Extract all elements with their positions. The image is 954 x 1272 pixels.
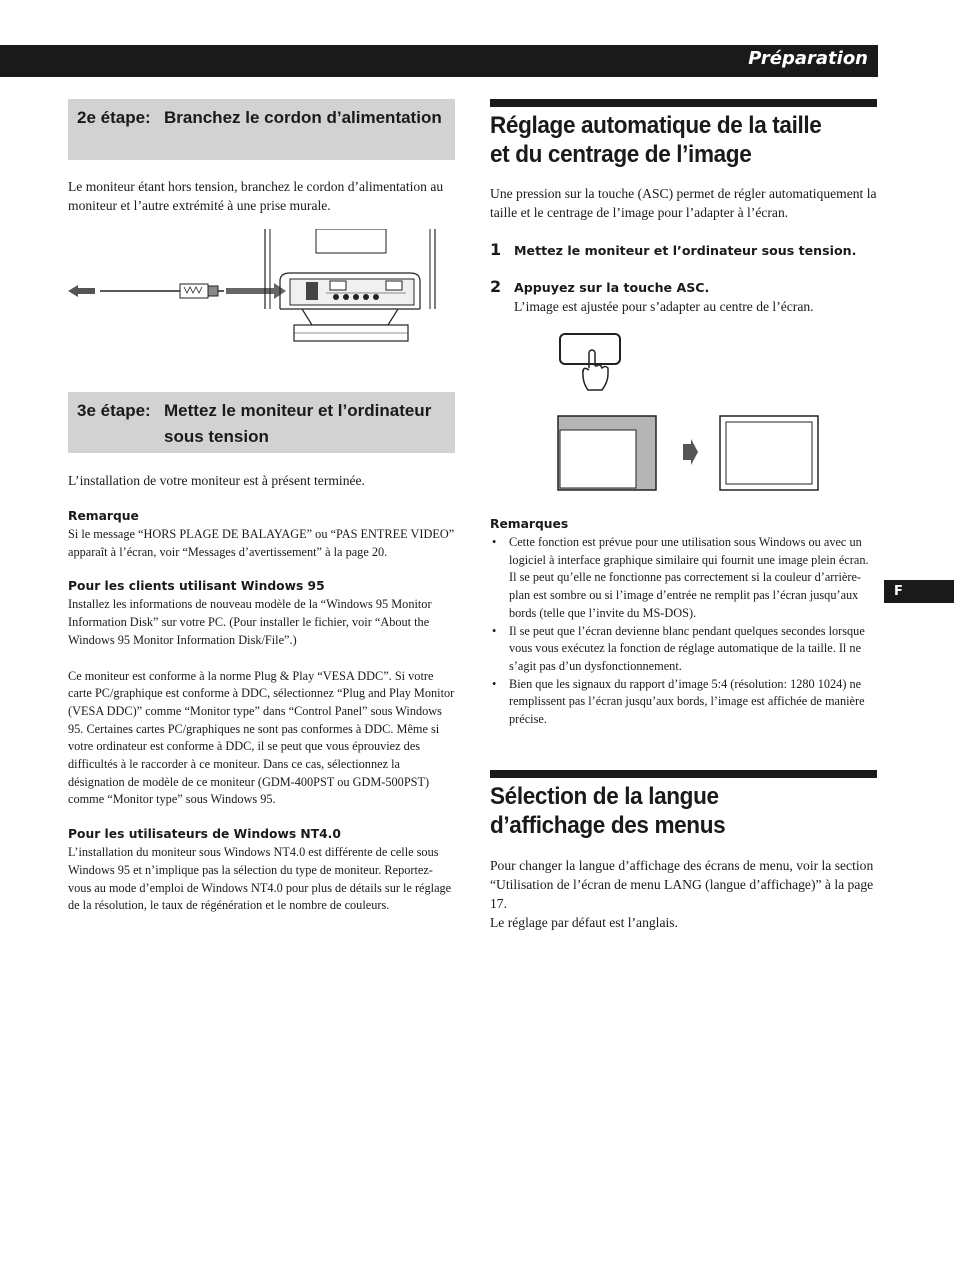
asc-section-rule xyxy=(490,99,877,107)
screen-before-icon xyxy=(558,416,656,490)
power-cord-illustration xyxy=(68,229,455,347)
asc-step-1 xyxy=(490,240,878,259)
section-title: Préparation xyxy=(748,48,868,69)
list-item: • Il se peut que l’écran devienne blanc pendant quelques secondes lorsque vous vous exécutez la fonction de réglage automatique de la taille. Il ne s’agit pas d’un dysfonctionnement. xyxy=(490,623,878,676)
nt4-text: L’installation du moniteur sous Windows NT4.0 est différente de celle sous Windows 95 et n’implique pas la sélection du type de moniteur. Reportez-vous au mode d’emploi de Windows NT4.0 pour plus de détails sur le réglage de la résolution, le taux de régénération et le nombre de couleurs. xyxy=(68,845,452,913)
win95-heading: Pour les clients utilisant Windows 95 xyxy=(68,579,325,594)
lang-text-1: Pour changer la langue d’affichage des écrans de menu, voir la section “Utilisation de l’écran de menu LANG (langue d’affichage)” à la page 17. xyxy=(490,857,874,911)
step3-text: L’installation de votre moniteur est à présent terminée. xyxy=(68,473,365,488)
arrow-right-icon xyxy=(683,439,698,465)
step-text: Appuyez sur la touche ASC. xyxy=(514,280,710,295)
lang-text-2: Le réglage par défaut est l’anglais. xyxy=(490,914,678,930)
right-column xyxy=(490,99,878,932)
page-header-bar xyxy=(0,45,878,77)
asc-step-2-detail: L’image est ajustée pour s’adapter au centre de l’écran. xyxy=(514,299,814,314)
step3-heading-box xyxy=(68,392,455,453)
lang-title-line2: d’affichage des menus xyxy=(490,811,726,839)
step2-title: Branchez le cordon d’alimentation xyxy=(164,108,442,127)
screen-after-icon xyxy=(720,416,818,490)
win95-text-2: Ce moniteur est conforme à la norme Plug & Play “VESA DDC”. Si votre carte PC/graphique est conforme à DDC, sélectionnez “Plug and Play Monitor (VESA DDC)” comme “Monitor type” dans “Control Panel” sous Windows 95. Certaines cartes PC/graphiques ne sont pas conformes à DDC. Même si votre ordinateur est conforme à DDC, il se peut que vous éprouviez des difficultés à le raccorder à ce moniteur. Dans ce cas, sélectionnez la désignation de modèle de ce moniteur (GDM-400PST ou GDM-500PST) comme “Monitor type” sous Windows 95. xyxy=(68,668,455,807)
asc-button-icon xyxy=(560,334,620,364)
list-item: • Bien que les signaux du rapport d’image 5:4 (résolution: 1280 1024) ne remplissent pas l’écran jusqu’aux bords, l’image est affichée de manière précise. xyxy=(490,676,878,729)
nt4-heading: Pour les utilisateurs de Windows NT4.0 xyxy=(68,827,341,842)
step-number: 2 xyxy=(490,277,502,296)
list-item: • Cette fonction est prévue pour une utilisation sous Windows ou avec un logiciel à interface graphique similaire qui fournit une image plein écran. Il se peut qu’elle ne fonctionne pas correctement si la couleur d’arrière-plan est sombre ou si l’image d’entrée ne remplit pas l’écran jusqu’aux bords (telle que l’invite du MS-DOS). xyxy=(490,534,878,623)
step2-label: 2e étape: xyxy=(77,108,151,127)
win95-text-1: Installez les informations de nouveau modèle de la “Windows 95 Monitor Information Disk” sur votre PC. (Pour installer le fichier, voir “About the Windows 95 Monitor Information Disk/File”.) xyxy=(68,597,432,647)
step-number: 1 xyxy=(490,240,502,259)
step3-title: Mettez le moniteur et l’ordinateur sous tension xyxy=(164,401,432,446)
step2-text: Le moniteur étant hors tension, branchez le cordon d’alimentation au moniteur et l’autre extrémité à une prise murale. xyxy=(68,179,444,213)
asc-step-2 xyxy=(490,277,878,296)
left-column xyxy=(68,99,455,915)
asc-intro: Une pression sur la touche (ASC) permet de régler automatiquement la taille et le centrage de l’image pour l’adapter à l’écran. xyxy=(490,186,877,220)
asc-illustration xyxy=(490,330,878,498)
step3-label: 3e étape: xyxy=(77,401,151,420)
lang-section-rule xyxy=(490,770,877,778)
step2-heading-box xyxy=(68,99,455,160)
asc-notes-list xyxy=(490,534,878,729)
lang-title-line1: Sélection de la langue xyxy=(490,782,719,810)
asc-title-line1: Réglage automatique de la taille xyxy=(490,112,822,139)
asc-notes-heading: Remarques xyxy=(490,517,569,531)
remarque-heading: Remarque xyxy=(68,509,139,523)
wall-outlet-arrow-icon xyxy=(68,285,95,297)
remarque-text: Si le message “HORS PLAGE DE BALAYAGE” ou “PAS ENTREE VIDEO” apparaît à l’écran, voir “Messages d’avertissement” à la page 20. xyxy=(68,527,455,559)
monitor-back-icon xyxy=(265,229,435,341)
language-tab: F xyxy=(884,580,954,603)
step-text: Mettez le moniteur et l’ordinateur sous tension. xyxy=(514,243,857,258)
asc-title-line2: et du centrage de l’image xyxy=(490,141,752,168)
